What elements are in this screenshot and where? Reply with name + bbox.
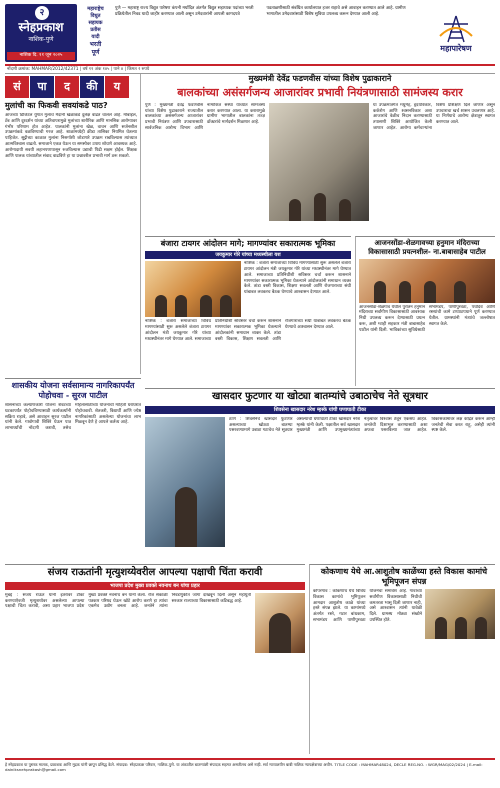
lead-photo <box>269 103 369 221</box>
temple-photo <box>359 259 495 303</box>
kokan-story <box>309 564 495 754</box>
khasdar-story <box>145 388 495 560</box>
kokan-photo <box>425 589 495 639</box>
raut-body: मुंबई : संजय राऊत यांनी इतरांवर टीका करण्याऐवजी मृत्युशय्येवर असलेल्या आपल्या पक्षाची चिंता करावी, असा प्रहार भाजपा प्रदेश मुख्य प्रवक्ते नवनाथ बन यांनी केला. रोज सकाळी पत्रकार परिषद घेऊन खोटे आरोप करणे हा त्यांचा एकमेव उद्योग बनला आहे. जनतेने त्यांना निवडणुकीत जागा दाखवून दिली असून महायुती सरकार राज्याच्या विकासासाठी कटिबद्ध आहे. <box>5 592 251 610</box>
imprint-footer: हे स्नेहप्रकाश या पुस्तक मालक, प्रकाशक आणि मुद्रक यांनी छापून प्रसिद्ध केले. संपादक: स्नेहप्रकाश परिवार, नाशिक-पुणे. या अंकातील बातम्यांशी संपादक सहमत असतीलच असे नाही. सर्व न्यायालयीन बाबी नाशिक न्यायक्षेत्राच्या अधीन. TITLE CODE : MAHMAR48024, DECLE REG.NO. : WGR/MAG/02/2024 | E-mail: dainiksnehprakash@gmail.com <box>5 758 495 784</box>
masthead-date: नाशिक दि. ११ जून २०२५ <box>7 52 75 60</box>
banjara-body-top: नाशिक : बंजारा समाजाच्या विविध मागण्यांसाठी सुरू असलेले बंजारा टायगर आंदोलन मंत्री जयकुमार गोरे यांच्या मध्यस्थीनंतर मागे घेण्यात आले. समाजाच्या प्रतिनिधींशी सविस्तर चर्चा करून शासनाने मागण्यांवर सकारात्मक भूमिका घेतल्याने आंदोलकांनी समाधान व्यक्त केले. तांडा वस्ती विकास, शिक्षण सवलती आणि रोजगाराच्या संधी यांबाबत लवकरच बैठक घेण्याचे आश्वासन देण्यात आले. <box>244 261 351 296</box>
dateline: नोंदणी क्रमांक: MAHMAR/2012/42371 | वर्ष ११ अंक १४५ | पाने ४ | किंमत २ रुपये <box>5 66 495 74</box>
banjara-story <box>145 236 351 386</box>
khasdar-body: ठाणे : शिवसेनेचे खासदार फुटणार असल्याच्या खोट्या बातम्या पसरवण्यामागे उबाठा गटाचेच नेते सूत्रधार असल्याची घणाघाती टीका खासदार नरेश म्हस्के यांनी केली. पक्षातील सर्व खासदार मुख्यमंत्री आणि उपमुख्यमंत्र्यांच्या नेतृत्वावर विश्वास ठेवून एकसंघ आहेत. जनतेची दिशाभूल करण्यासाठी अशा अफवा पसरविल्या जात आहेत. विकासकामांवर लक्ष केंद्रित करून आम्ही जनतेची सेवा करत राहू, असेही त्यांनी स्पष्ट केले. <box>229 416 495 434</box>
lead-story <box>145 74 495 234</box>
lead-kicker: मुख्यमंत्री देवेंद्र फडणवीस यांच्या विशेष पुढाकाराने <box>248 74 392 83</box>
raut-headline: संजय राऊतांनी मृत्युशय्येवरील आपल्या पक्षाची चिंता करावी <box>47 567 263 578</box>
raut-story <box>5 564 305 754</box>
lead-body-right: या उपक्रमांतर्गत मधुमेह, हृदयविकार, कर्करोग आणि श्वसनविकार अशा आजारांचे वेळीच निदान करण्यासाठी तपासणी शिबिरे आयोजित केली जाणार आहेत. आरोग्य कर्मचाऱ्यांना विशेष प्रशिक्षण दिले जाणार असून उपचाराचा खर्च शासन उचलणार आहे. या निर्णयाचे आरोग्य क्षेत्रातून स्वागत करण्यात आले. <box>373 102 495 131</box>
kokan-headline: कोकणाथ येथे आ.आशुतोष काळेंच्या हस्ते विकास कामांचे भूमिपूजन संपन्न <box>320 567 488 586</box>
editorial-banner: सं पा द की य <box>5 76 140 98</box>
masthead-headline-strip: महाराष्ट्रेच विधुत सहायक प्रतीस यादी भरती पूर्ण <box>87 6 104 57</box>
banjara-photo <box>145 261 241 317</box>
khasdar-kicker: शिवसेना खासदार नरेश म्हस्के यांची घणाघाती टीका <box>145 406 495 414</box>
raut-photo <box>255 593 305 653</box>
kokan-body: कोपरगाव : कोकणाथ येथे विविध विकास कामांचे भूमिपूजन आमदार आशुतोष काळे यांच्या हस्ते संपन्न झाले. या कामांमध्ये अंतर्गत रस्ते, गटार बांधकाम, सभामंडप आणि पाणीपुरवठा योजनेचा समावेश आहे. गावाच्या सर्वांगीण विकासासाठी निधीची कमतरता भासू दिली जाणार नाही, असे आश्वासन त्यांनी यावेळी दिले. ग्रामस्थ मोठ्या संख्येने उपस्थित होते. <box>313 589 422 623</box>
editorial-body: आजच्या डिजिटल युगात मुलांचे मैदानी खेळांकडे दुर्लक्ष वाढत चालले आहे. मोबाईल, टॅब आणि दूरदर्शन यांच्या अतिवापरामुळे मुलांच्या शारीरिक आणि मानसिक आरोग्यावर गंभीर परिणाम होत आहेत. पालकांनी मुलांना खेळ, वाचन आणि सर्जनशील उपक्रमांकडे वळविण्याची गरज आहे. शाळांमध्येही क्रीडा तासिका नियमित घेतल्या पाहिजेत. सुट्टीच्या काळात मुलांना निसर्गाशी जोडणारे उपक्रम राबविल्यास त्यांच्यात आत्मविश्वास वाढतो. समाजाने एकत्र येऊन या समस्येवर उपाय शोधणे आवश्यक आहे. आरोग्यदायी सवयी लहानपणापासून रुजविल्यास उद्याची पिढी सक्षम होईल. शिक्षक आणि पालक यांच्यातील संवाद वाढविणे हा या प्रश्नावरील प्रभावी मार्ग ठरू शकतो. <box>5 113 137 159</box>
banjara-body: नाशिक : बंजारा समाजाच्या विविध मागण्यांसाठी सुरू असलेले बंजारा टायगर आंदोलन मंत्री जयकुमार गोरे यांच्या मध्यस्थीनंतर मागे घेण्यात आले. समाजाच्या प्रतिनिधींशी सविस्तर चर्चा करून शासनाने मागण्यांवर सकारात्मक भूमिका घेतल्याने आंदोलकांनी समाधान व्यक्त केले. तांडा वस्ती विकास, शिक्षण सवलती आणि रोजगाराच्या संधी यांबाबत लवकरच बैठक घेण्याचे आश्वासन देण्यात आले. <box>145 319 351 342</box>
banjara-headline: बंजारा टायगर आंदोलन मागे; मागण्यांवर सकारात्मक भूमिका <box>160 239 336 248</box>
newspaper-title: स्नेहप्रकाश <box>18 20 64 34</box>
issue-number: २ <box>35 6 49 20</box>
temple-story <box>355 236 495 386</box>
masthead-notice: पुणे — महाराष्ट्र राज्य विद्युत पारेषण कंपनी मर्यादित अंतर्गत विद्युत सहाय्यक पदांच्या भरती प्रक्रियेतील निवड यादी जाहीर करण्यात आली असून उमेदवारांनी आपली कागदपत्रे पडताळणीसाठी संबंधित कार्यालयात हजर राहावे असे आवाहन करण्यात आले आहे. ग्रामीण भागातील उमेदवारांसाठी विशेष सुविधा उपलब्ध करून देण्यात आली आहे. <box>115 6 406 17</box>
newspaper-subtitle: नाशिक-पुणे <box>28 36 54 43</box>
transmission-tower-icon <box>436 14 476 44</box>
mahapareshan-ad <box>417 4 495 64</box>
temple-headline: आजनसोंडा-शेळगावच्या हनुमान मंदिराच्या विकासासाठी प्रयत्नशील- ना.बाबासाहेब पाटील <box>368 239 486 256</box>
raut-kicker: भाजपा प्रदेश मुख्य प्रवक्ते नवनाथ बन यांचा प्रहार <box>5 582 305 590</box>
lead-body-left: पुणे : मुख्यमंत्री देवेंद्र फडणवीस यांच्या विशेष पुढाकाराने राज्यातील बालकांच्या असंसर्गजन्य आजारांवर प्रभावी नियंत्रण आणि उपचारासाठी सार्वजनिक आरोग्य विभाग आणि नामांकित संस्था यांच्यात सामंजस्य करार करण्यात आला. या करारामुळे ग्रामीण भागातील बालकांना तज्ज्ञ डॉक्टरांचे मार्गदर्शन मिळणार आहे. <box>145 102 265 131</box>
khasdar-headline: खासदार फुटणार या खोट्या बातम्यांचे उबाठाचेच नेते सूत्रधार <box>212 391 428 402</box>
masthead <box>5 4 495 66</box>
scheme-story <box>5 378 141 558</box>
banjara-kicker: जयकुमार गोरे यांच्या मध्यस्थीला यश <box>145 251 351 259</box>
lead-headline: बालकांच्या असंसर्गजन्य आजारांवर प्रभावी नियंत्रणासाठी सामंजस्य करार <box>177 86 463 99</box>
scheme-headline: शासकीय योजना सर्वसामान्य नागरिकापर्यंत पोहोचवा - सुरज पाटील <box>11 381 135 400</box>
khasdar-photo <box>145 417 225 547</box>
masthead-logo <box>5 4 77 62</box>
editorial-headline: मुलांची का फिकवी सवयांकडे पाठ? <box>5 101 108 110</box>
editorial-column <box>5 74 141 374</box>
ad-brand: महापारेषण <box>440 44 472 53</box>
temple-body: आजनसोंडा-शेळगाव येथील पुरातन हनुमान मंदिराच्या सर्वांगीण विकासासाठी आवश्यक निधी उपलब्ध करून देण्यासाठी प्रयत्न करू, अशी ग्वाही सहकार मंत्री बाबासाहेब पाटील यांनी दिली. भाविकांच्या सुविधेसाठी सभामंडप, पाणीपुरवठा, पथदिवे आणि रस्त्यांची कामे टप्प्याटप्प्याने पूर्ण करण्यात येतील. ग्रामस्थांनी मंत्र्यांचे जल्लोषात स्वागत केले. <box>359 304 495 333</box>
scheme-body: शासनाच्या कल्याणकारी योजना शेवटच्या घटकापर्यंत पोहोचविण्यासाठी कार्यकर्त्यांनी सक्रिय राहावे, असे आवाहन सुरज पाटील यांनी केले. गावोगावी शिबिरे घेऊन पात्र लाभार्थ्यांची नोंदणी करावी, तसेच महिलांसाठीच्या योजनांची माहिती घराघरात पोहोचवावी. शेतकरी, विद्यार्थी आणि ज्येष्ठ नागरिकांसाठी असलेल्या योजनांचा लाभ मिळवून देणे हे आपले कर्तव्य आहे. <box>5 403 141 432</box>
